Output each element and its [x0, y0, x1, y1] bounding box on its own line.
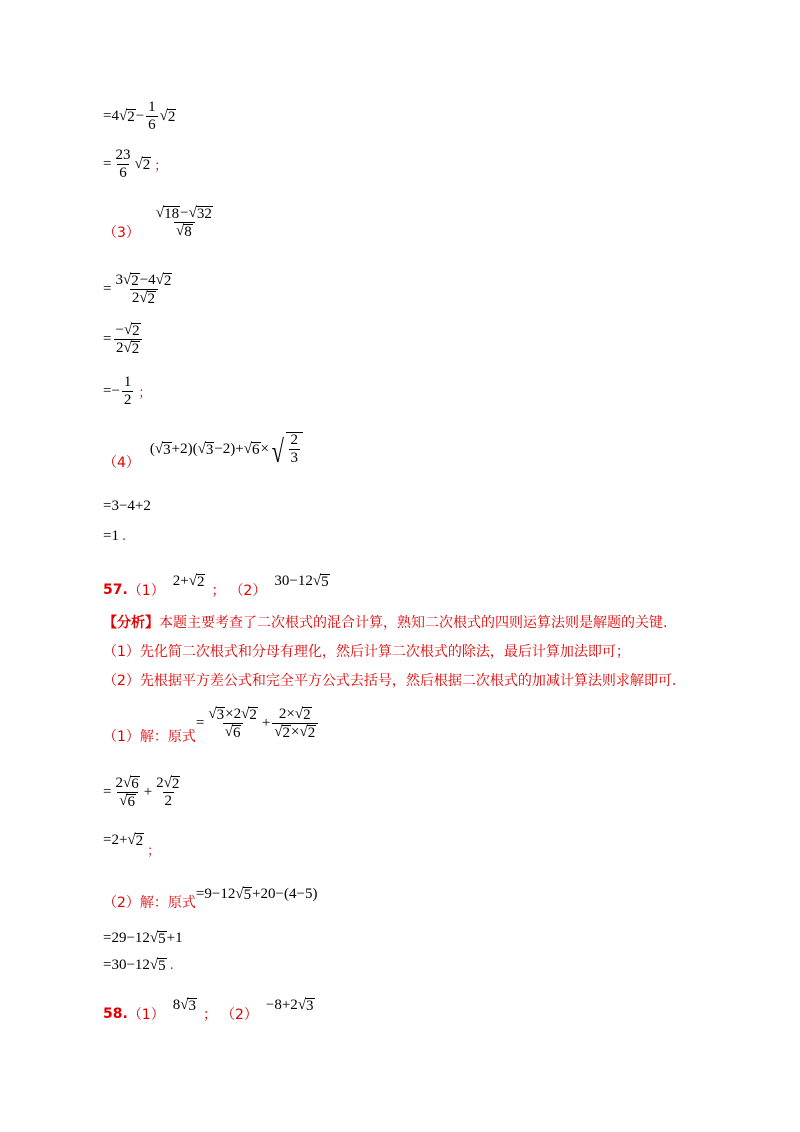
part-label: （1） — [127, 1007, 165, 1023]
eq-text: =1 — [103, 528, 119, 544]
punctuation: ； — [138, 386, 152, 401]
solution-1 — [103, 700, 320, 746]
analysis-text: 本题主要考查了二次根式的混合计算，熟知二次根式的四则运算法则是解题的关键. — [159, 615, 668, 631]
expr: ( — [149, 440, 155, 457]
solution-2-line-2 — [103, 930, 183, 947]
eq-text: =− — [103, 383, 120, 399]
plus: + — [143, 784, 153, 800]
fraction: √ 18 − √ 32 √ 8 — [155, 204, 212, 240]
sqrt: √ 5 — [149, 930, 166, 947]
sqrt: √ 3 — [297, 996, 314, 1014]
eq-text: = — [195, 714, 205, 731]
expr: +20−(4−5) — [252, 885, 318, 902]
punctuation: ； — [147, 844, 161, 859]
sqrt: √ 2 — [122, 272, 139, 289]
sqrt: √ 2 — [123, 322, 140, 339]
sqrt: √ 5 — [312, 572, 329, 590]
eq-text: =4 — [103, 108, 119, 124]
sqrt: √ 6 — [243, 440, 260, 458]
eq-text: = — [103, 156, 112, 172]
fraction: $\frac{2}{3}$ — [290, 432, 299, 466]
sqrt: √ 3 — [197, 440, 214, 458]
answer-text: −8+2 — [265, 996, 298, 1013]
question-57-answer — [103, 562, 330, 600]
fraction: √ 3 ×2 √ 2 √ 6 — [208, 705, 257, 741]
part-label: （2） — [229, 583, 267, 599]
expr: +2)( — [171, 440, 198, 457]
eq-line-5 — [103, 323, 145, 356]
separator: ； — [211, 583, 226, 599]
analysis-heading — [103, 612, 667, 632]
fraction: 3 √ 2 −4 √ 2 2 √ 2 — [115, 272, 172, 307]
sqrt: √ 18 — [155, 204, 180, 222]
expr: =9−12 — [195, 885, 236, 902]
eq-text: = — [103, 331, 112, 347]
fraction: $\frac{23}{6}$ — [115, 147, 131, 181]
sqrt: √ 5 — [149, 957, 166, 974]
eq-text: = — [103, 281, 112, 297]
sqrt: √ 3 — [154, 440, 171, 458]
minus: − — [135, 108, 145, 124]
solution-1-line-3 — [103, 822, 160, 859]
solution-1-line-2 — [103, 776, 184, 809]
expr: =30−12 — [103, 957, 150, 973]
solution-2 — [103, 876, 317, 912]
eq-text: =3−4+2 — [103, 498, 151, 514]
part-label: （2） — [220, 1007, 258, 1023]
sqrt: √ 2 — [155, 272, 172, 289]
expr: −2)+ — [214, 440, 244, 457]
sqrt: √ 6 — [122, 775, 139, 792]
sqrt: √ 2 — [163, 775, 180, 792]
analysis-step-1: （1）先化简二次根式和分母有理化，然后计算二次根式的除法，最后计算加法即可； — [103, 644, 630, 660]
solution-label: （1）解：原式 — [103, 729, 196, 745]
sqrt: √ 2 — [274, 723, 291, 741]
sqrt: √ 3 — [180, 996, 196, 1014]
sqrt: √ 32 — [188, 204, 212, 222]
sqrt: √ 2 — [241, 705, 257, 723]
sqrt: √ 2 — [188, 572, 205, 590]
problem-3 — [103, 202, 217, 242]
punctuation: . — [169, 958, 174, 973]
part-label: （4） — [103, 455, 140, 471]
sqrt: √ 6 — [119, 793, 135, 810]
separator: ； — [202, 1007, 217, 1023]
question-58-answer — [103, 986, 315, 1024]
sqrt: √ 2 — [299, 723, 316, 741]
eq-line-9 — [103, 528, 126, 545]
sqrt: √ 2 — [294, 705, 311, 723]
solution-label: （2）解：原式 — [103, 895, 196, 911]
expr: +1 — [166, 930, 183, 946]
plus: + — [261, 714, 271, 731]
eq-line-1 — [103, 100, 176, 133]
sqrt: √ 3 — [208, 705, 225, 723]
part-label: （3） — [103, 225, 140, 241]
solution-2-line-3 — [103, 957, 174, 974]
question-number: 57. — [103, 582, 128, 598]
fraction: $\frac{1}{6}$ — [148, 99, 156, 133]
analysis-label: 【分析】 — [103, 615, 159, 631]
sqrt-large: √ $\frac{2}{3}$ — [269, 432, 303, 466]
expr: × — [260, 440, 269, 457]
sqrt: √ 2 — [159, 108, 176, 125]
sqrt: √ 2 — [127, 832, 144, 849]
answer-text: 2+ — [172, 572, 189, 589]
eq-text: = — [103, 784, 112, 800]
expr: =29−12 — [103, 930, 150, 946]
eq-line-2 — [103, 148, 167, 181]
sqrt: √ 2 — [139, 290, 156, 307]
part-label: （1） — [127, 583, 165, 599]
sqrt: √ 5 — [235, 885, 252, 903]
question-number: 58. — [103, 1006, 128, 1022]
fraction: $\frac{1}{2}$ — [123, 374, 132, 408]
sqrt: √ 2 — [118, 108, 135, 125]
fraction: 2 √ 6 √ 6 — [115, 775, 139, 810]
fraction: − √ 2 2 √ 2 — [113, 323, 142, 356]
eq-text: =2+ — [103, 832, 128, 848]
sqrt: √ 6 — [224, 723, 241, 741]
punctuation: ； — [154, 159, 168, 174]
analysis-step-2: （2）先根据平方差公式和完全平方公式去括号，然后根据二次根式的加减计算法则求解即可. — [103, 673, 677, 689]
sqrt: √ 8 — [176, 222, 192, 240]
sqrt: √ 2 — [134, 156, 151, 173]
fraction: 2× √ 2 √ 2 × √ 2 — [272, 707, 318, 740]
sqrt: √ 2 — [123, 340, 140, 357]
answer-text: 8 — [172, 996, 181, 1013]
fraction: 2 √ 2 2 — [156, 775, 180, 809]
problem-4 — [103, 426, 303, 472]
punctuation: . — [121, 529, 127, 544]
eq-line-6 — [103, 375, 151, 408]
answer-text: 30−12 — [274, 572, 313, 589]
eq-line-8 — [103, 498, 151, 515]
eq-line-4 — [103, 273, 176, 306]
